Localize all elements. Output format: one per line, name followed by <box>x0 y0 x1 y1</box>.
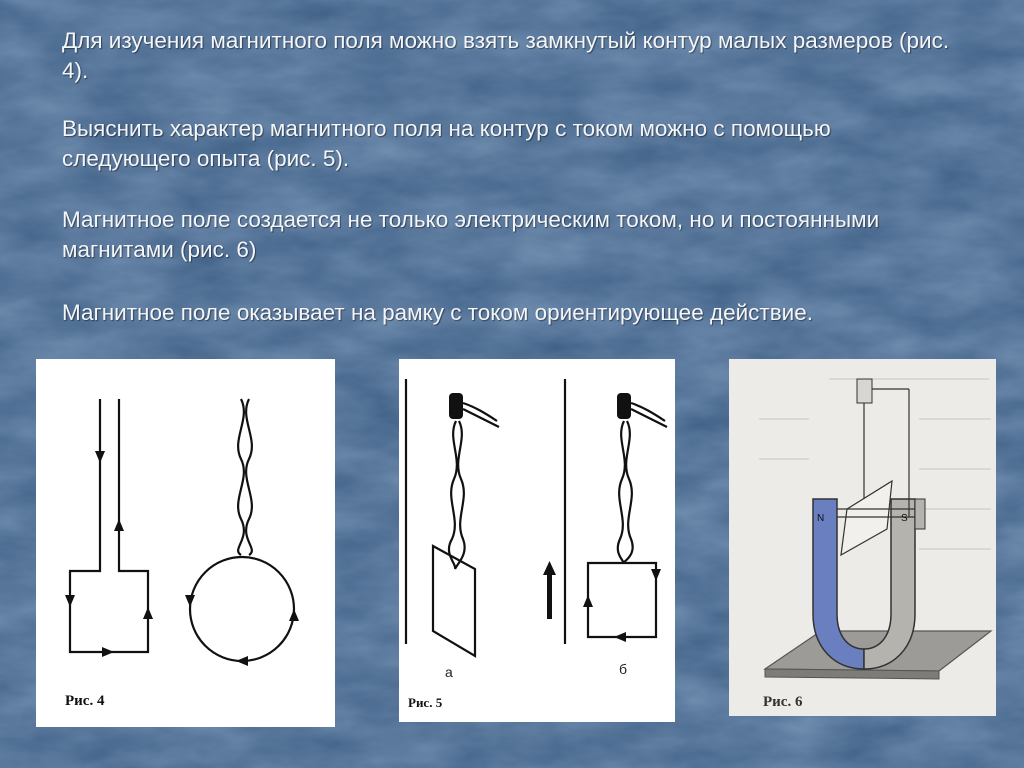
figure-5-caption: Рис. 5 <box>408 695 443 710</box>
figure-5-label-a: а <box>445 664 453 680</box>
paragraph-1: Для изучения магнитного поля можно взять замкнутый контур малых размеров (рис. 4). <box>62 28 950 83</box>
pole-s-label: S <box>901 513 908 524</box>
paragraph-3: Магнитное поле создается не только электрическим током, но и постоянными магнитами (рис. 6) <box>62 207 880 262</box>
figure-6-caption: Рис. 6 <box>763 694 803 710</box>
figure-6-drawing <box>729 359 996 716</box>
figure-5-drawing <box>399 359 675 722</box>
figure-5-label-b: б <box>619 661 628 677</box>
figure-6 <box>729 359 996 716</box>
pole-n-label: N <box>817 513 825 524</box>
figure-4 <box>36 359 335 727</box>
slide-text <box>62 26 962 359</box>
figure-4-caption: Рис. 4 <box>65 693 105 709</box>
paragraph-4: Магнитное поле оказывает на рамку с током ориентирующее действие. <box>62 300 814 325</box>
figure-5 <box>399 359 675 722</box>
paragraph-2: Выяснить характер магнитного поля на контур с током можно с помощью следующего опыта (рис. 5). <box>62 116 831 171</box>
figure-4-drawing <box>36 359 335 727</box>
